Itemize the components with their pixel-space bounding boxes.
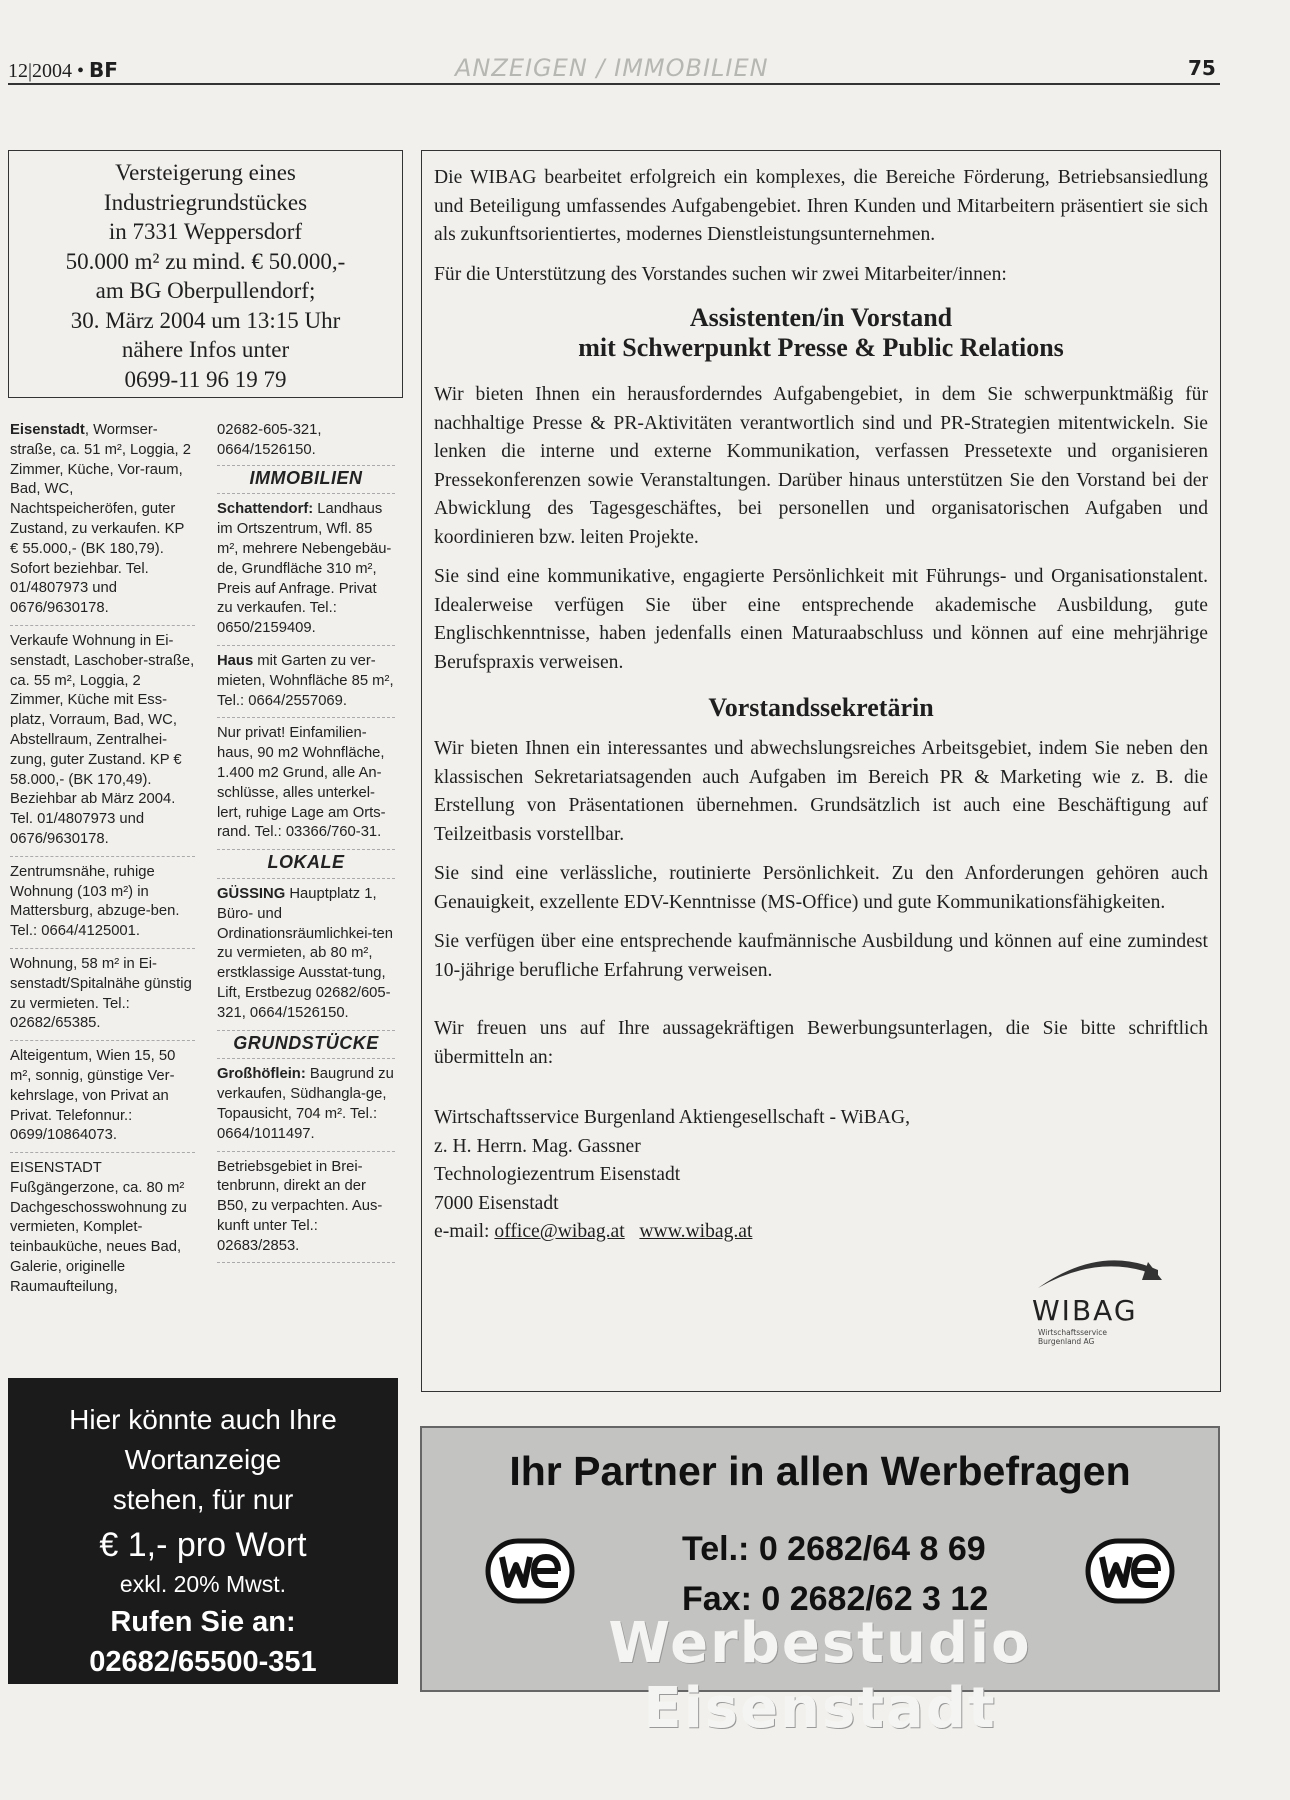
position-1-profile: Sie sind eine kommunikative, engagierte Persönlichkeit mit Führungs- und Organisationstalent. Idealerweise verfügen Sie über eine entsprechende akademische Ausbildung, gute Englischkenntnisse, haben jedenfalls einen Maturaabschluss und können auf eine mehrjährige Berufspraxis verweisen. (434, 566, 1208, 673)
issue-label: 12|2004 • BF (8, 58, 118, 82)
section-heading-immobilien: IMMOBILIEN (217, 465, 395, 495)
word-ad-line: Hier könnte auch Ihre (69, 1404, 337, 1435)
position-1-offer: Wir bieten Ihnen ein herausforderndes Aufgabengebiet, in dem Sie schwerpunktmäßig für nachhaltige Presse & PR-Aktivitäten verantwortlich sind und PR-Strategien mitentwickeln. Sie lenken die interne und externe Kommunikation, verfassen Pressetexte und organisieren Pressekonferenzen sowie Veranstaltungen. Darüber hinaus unterstützen Sie den Vorstand bei der Abwicklung des Tagesgeschäftes, bei personellen und organisatorischen Aufgaben und koordinieren bzw. leiten Projekte. (434, 384, 1208, 548)
job-closing: Wir freuen uns auf Ihre aussagekräftigen Bewerbungsunterlagen, die Sie bitte schriftlich übermitteln an: (434, 1018, 1208, 1068)
section-heading-grundstuecke: GRUNDSTÜCKE (217, 1030, 395, 1060)
auction-line: am BG Oberpullendorf; (95, 278, 316, 303)
werbe-title: Ihr Partner in allen Werbefragen (509, 1448, 1131, 1494)
auction-line: 30. März 2004 um 13:15 Uhr (70, 307, 341, 333)
position-2-profile: Sie sind eine verlässliche, routinierte Persönlichkeit. Zu den Anforderungen gehören auch Genauigkeit, exzellente EDV-Kenntnisse (MS-Office) und gute Kommunikationsfähigkeiten. (434, 863, 1208, 913)
classifieds-column-2 (217, 421, 395, 1269)
werbe-contact (682, 1524, 988, 1624)
section-title: ANZEIGEN / IMMOBILIEN (455, 54, 769, 82)
word-ad-line: stehen, für nur (112, 1484, 294, 1515)
werbe-phone: Tel.: 0 2682/64 8 69 (682, 1530, 986, 1568)
classified-ad: 02682-605-321, 0664/1526150. (217, 422, 322, 458)
classified-ad: Eisenstadt, Wormser-straße, ca. 51 m², Loggia, 2 Zimmer, Küche, Vor-raum, Bad, WC, Nachtspeicheröfen, guter Zustand, zu verkaufen. KP € 55.000,- (BK 180,79). Sofort beziehbar. Tel. 01/4807973 und 0676/9630178. (10, 421, 195, 626)
word-ad-line: Wortanzeige (124, 1444, 282, 1475)
classified-ad: Haus mit Garten zu ver-mieten, Wohnfläche 85 m², Tel.: 0664/2557069. (217, 652, 395, 718)
job-search: Für die Unterstützung des Vorstandes suchen wir zwei Mitarbeiter/innen: (434, 263, 1007, 285)
werbe-brand: Werbestudio Eisenstadt (608, 1611, 1032, 1741)
contact-links: e-mail: office@wibag.at www.wibag.at (434, 1221, 753, 1242)
word-ad-price: € 1,- pro Wort (99, 1526, 307, 1564)
auction-ad (8, 150, 403, 398)
section-heading-lokale: LOKALE (217, 849, 395, 879)
word-ad-phone: 02682/65500-351 (89, 1646, 317, 1678)
auction-line: nähere Infos unter (121, 337, 290, 362)
word-ad-promo (8, 1378, 398, 1684)
classified-ad: GÜSSING Hauptplatz 1, Büro- und Ordinationsräumlichkei-ten zu vermieten, ab 80 m², erstklassige Ausstat-tung, Lift, Erstbezug 02682/605-321, 0664/1526150. (217, 885, 393, 1021)
auction-line: 50.000 m² zu mind. € 50.000,- (65, 248, 346, 274)
classified-ad: Wohnung, 58 m² in Ei-senstadt/Spitalnähe günstig zu vermieten. Tel.: 02682/65385. (10, 955, 195, 1041)
position-2-title: Vorstandssekretärin (708, 693, 934, 722)
auction-line: 0699-11 96 19 79 (124, 366, 287, 392)
position-2-requirements: Sie verfügen über eine entsprechende kaufmännische Ausbildung und können auf eine zumindest 10-jährige berufliche Erfahrung verweisen. (434, 931, 1208, 981)
classified-ad: Altеigentum, Wien 15, 50 m², sonnig, günstige Ver-kehrslage, von Privat an Privat. Telefonnur.: 0699/10864073. (10, 1047, 195, 1153)
classifieds-column-1 (10, 421, 195, 1310)
page-number: 75 (1188, 56, 1216, 80)
wibag-job-ad (421, 150, 1221, 1392)
position-1-title: Assistenten/in Vorstand mit Schwerpunkt Presse & Public Relations (578, 303, 1064, 362)
website-link[interactable]: www.wibag.at (639, 1221, 753, 1242)
auction-line: in 7331 Weppersdorf (108, 219, 303, 244)
contact-address: Wirtschaftsservice Burgenland Aktiengesellschaft - WiBAG, z. H. Herrn. Mag. Gassner Technologiezentrum Eisenstadt 7000 Eisenstadt e-mail: office@wibag.at www.wibag.at (434, 1104, 1208, 1247)
classified-ad: Zentrumsnähe, ruhige Wohnung (103 m²) in Mattersburg, abzuge-ben. Tel.: 0664/4125001. (10, 863, 195, 949)
position-2-offer: Wir bieten Ihnen ein interessantes und abwechslungsreiches Arbeitsgebiet, indem Sie neben den klassischen Sekretariatsagenden auch Aufgaben im Bereich PR & Marketing wie z. B. die Erstellung von Präsentationen übernehmen. Grundsätzlich ist auch eine Beschäftigung auf Teilzeitbasis vorstellbar. (434, 738, 1208, 845)
word-ad-call: Rufen Sie an: (110, 1606, 296, 1638)
we-logo-icon (484, 1535, 576, 1607)
classified-ad: EISENSTADT Fußgängerzone, ca. 80 m² Dachgeschosswohnung zu vermieten, Komplet-teinbauküche, neues Bad, Galerie, originelle Raumaufteilung, (10, 1160, 187, 1295)
auction-line: Industriegrundstückes (103, 189, 308, 215)
swoosh-icon (1030, 1250, 1165, 1300)
classified-ad: Nur privat! Einfamilien-haus, 90 m2 Wohnfläche, 1.400 m2 Grund, alle An-schlüsse, alles unterkel-lert, ruhige Lage am Orts-rand. Tel.: 03366/760-31. (217, 725, 386, 841)
we-logo-icon (1084, 1535, 1176, 1607)
header-rule (8, 83, 1220, 85)
werbe-fax: Fax: 0 2682/62 3 12 (682, 1580, 989, 1618)
classified-ad: Schattendorf: Landhaus im Ortszentrum, Wfl. 85 m², mehrere Nebengebäu-de, Grundfläche 310 m², Preis auf Anfrage. Privat zu verkaufen. Tel.: 0650/2159409. (217, 500, 395, 646)
word-ad-tax: exkl. 20% Mwst. (119, 1571, 287, 1597)
classified-ad: Verkaufe Wohnung in Ei-senstadt, Laschober-straße, ca. 55 m², Loggia, 2 Zimmer, Küche mit Ess-platz, Vorraum, Bad, WC, Abstellraum, Zentralhei-zung, guter Zustand. KP € 58.000,- (BK 170,49). Beziehbar ab März 2004. Tel. 01/4807973 und 0676/9630178. (10, 632, 195, 857)
email-link[interactable]: office@wibag.at (494, 1221, 625, 1242)
wibag-logo: WIBAG Wirtschaftsservice Burgenland AG (1030, 1250, 1165, 1340)
auction-line: Versteigerung eines (115, 160, 296, 185)
magazine-brand: BF (89, 58, 118, 82)
job-intro: Die WIBAG bearbeitet erfolgreich ein komplexes, die Bereiche Förderung, Betriebsansiedlung und Beteiligung umfassendes Aufgabengebiet. Ihren Kunden und Mitarbeitern präsentiert sie sich als zukunftsorientiertes, modernes Dienstleistungsunternehmen. (434, 167, 1208, 245)
classified-ad: Großhöflein: Baugrund zu verkaufen, Südhangla-ge, Topausicht, 704 m². Tel.: 0664/1011497. (217, 1065, 395, 1151)
classified-ad: Betriebsgebiet in Brei-tenbrunn, direkt an der B50, zu verpachten. Aus-kunft unter Tel.: 02683/2853. (217, 1158, 395, 1264)
werbestudio-ad (420, 1426, 1220, 1741)
